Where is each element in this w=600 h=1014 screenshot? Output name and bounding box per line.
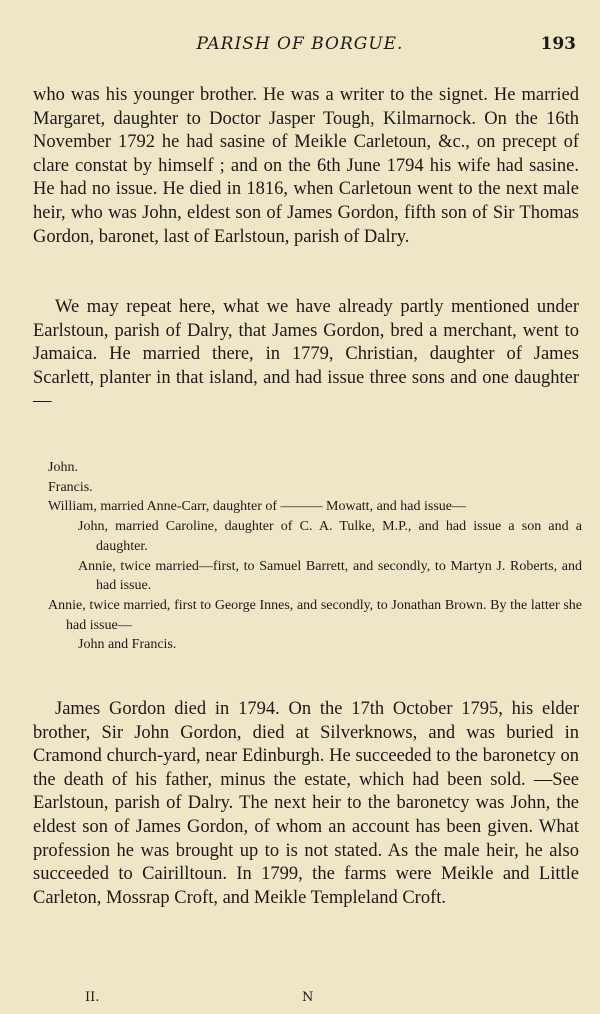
page-header	[0, 34, 600, 58]
child-entry: William, married Anne-Carr, daughter of ——— Mowatt, and had issue—	[48, 499, 466, 515]
grandchild-entry: Annie, twice married—first, to Samuel Barrett, and secondly, to Martyn J. Roberts, and had issue.	[78, 558, 582, 594]
paragraph-text: We may repeat here, what we have already partly mentioned under Earlstoun, parish of Dalry, that James Gordon, bred a merchant, went to Jamaica. He married there, in 1779, Christian, daughter of James Scarlett, planter in that island, and had issue three sons and one daughter—	[33, 297, 579, 412]
running-title: PARISH OF BORGUE.	[196, 34, 404, 54]
paragraph-jamaica	[33, 296, 579, 414]
paragraph-text: who was his younger brother. He was a writer to the signet. He married Margaret, daughter to Doctor Jasper Tough, Kilmarnock. On the 16th November 1792 he had sasine of Meikle Carletoun, &c., on precept of clare constat by himself ; and on the 6th June 1794 his wife had sasine. He had no issue. He died in 1816, when Carletoun went to the next male heir, who was John, eldest son of James Gordon, fifth son of Sir Thomas Gordon, baronet, last of Earlstoun, parish of Dalry.	[33, 85, 579, 247]
paragraph-text: James Gordon died in 1794. On the 17th October 1795, his elder brother, Sir John Gordon, died at Silverknows, and was buried in Cramond church-yard, near Edinburgh. He succeeded to the baronetcy on the death of his father, minus the estate, which had been sold. —See Earlstoun, parish of Dalry. The next heir to the baronetcy was John, the eldest son of James Gordon, of whom an account has been given. What profession he was brought up to is not stated. As the male heir, he also succeeded to Cairilltoun. In 1799, the farms were Meikle and Little Carleton, Mossrap Croft, and Meikle Templeland Croft.	[33, 699, 579, 908]
grandchild-entry: John, married Caroline, daughter of C. A. Tulke, M.P., and had issue a son and a daughter.	[78, 519, 582, 554]
paragraph-continued	[33, 84, 579, 249]
signature-mark-left: II.	[85, 990, 100, 1005]
child-entry: Annie, twice married, first to George Innes, and secondly, to Jonathan Brown. By the latter she had issue—	[48, 597, 582, 633]
child-entry: Francis.	[48, 479, 93, 495]
signature-mark-right: N	[302, 990, 314, 1005]
child-entry: John.	[48, 460, 78, 475]
children-list	[48, 458, 582, 655]
grandchild-entry: John and Francis.	[78, 637, 177, 653]
page-number: 193	[540, 34, 576, 54]
page-footer	[0, 990, 600, 1008]
paragraph-succession	[33, 698, 579, 910]
